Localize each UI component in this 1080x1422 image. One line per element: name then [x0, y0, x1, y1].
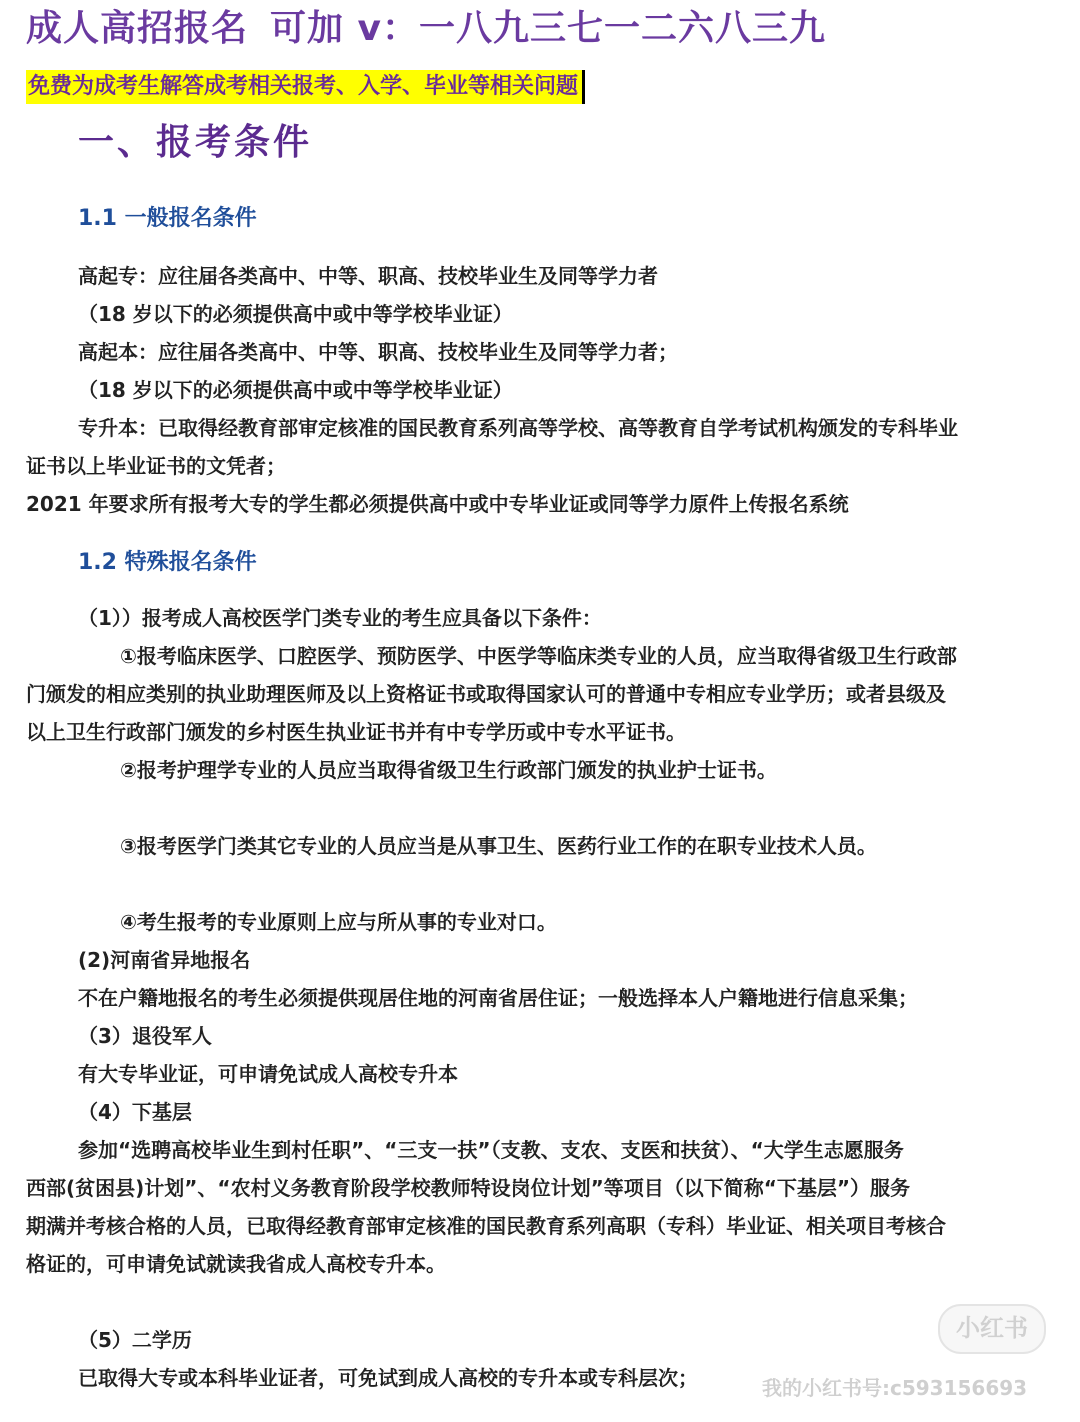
paragraph-line: 期满并考核合格的人员，已取得经教育部审定核准的国民教育系列高职（专科）毕业证、相关项目考核合	[26, 1214, 946, 1238]
paragraph-line: 证书以上毕业证书的文凭者；	[26, 454, 286, 478]
paragraph-line: （3）退役军人	[78, 1024, 212, 1048]
paragraph-line: （1））报考成人高校医学门类专业的考生应具备以下条件：	[78, 606, 602, 630]
paragraph-line: ③报考医学门类其它专业的人员应当是从事卫生、医药行业工作的在职专业技术人员。	[120, 834, 877, 858]
paragraph-line: （5）二学历	[78, 1328, 192, 1352]
subsection-heading-special: 1.2 特殊报名条件	[78, 550, 257, 575]
paragraph-line: 2021 年要求所有报考大专的学生都必须提供高中或中专毕业证或同等学力原件上传报名系统	[26, 492, 849, 516]
paragraph-line: 西部(贫困县)计划”、“农村义务教育阶段学校教师特设岗位计划”等项目（以下简称“下基层”）服务	[26, 1176, 911, 1200]
watermark-logo: 小红书	[938, 1304, 1046, 1354]
paragraph-line: 以上卫生行政部门颁发的乡村医生执业证书并有中专学历或中专水平证书。	[26, 720, 686, 744]
paragraph-line: 已取得大专或本科毕业证者，可免试到成人高校的专升本或专科层次；	[78, 1366, 698, 1390]
paragraph-line: （18 岁以下的必须提供高中或中等学校毕业证）	[78, 302, 513, 326]
paragraph-line: 不在户籍地报名的考生必须提供现居住地的河南省居住证；一般选择本人户籍地进行信息采集；	[78, 986, 918, 1010]
paragraph-line: ②报考护理学专业的人员应当取得省级卫生行政部门颁发的执业护士证书。	[120, 758, 777, 782]
subsection-heading-general: 1.1 一般报名条件	[78, 206, 257, 231]
paragraph-line: 门颁发的相应类别的执业助理医师及以上资格证书或取得国家认可的普通中专相应专业学历；或者县级及	[26, 682, 946, 706]
paragraph-line: (2)河南省异地报名	[78, 948, 251, 972]
paragraph-line: 格证的，可申请免试就读我省成人高校专升本。	[26, 1252, 446, 1276]
section-heading: 一、报考条件	[78, 122, 313, 163]
paragraph-line: 高起本：应往届各类高中、中等、职高、技校毕业生及同等学力者；	[78, 340, 678, 364]
paragraph-line: ④考生报考的专业原则上应与所从事的专业对口。	[120, 910, 557, 934]
title-text: 成人高招报名	[26, 8, 249, 49]
paragraph-line: 专升本：已取得经教育部审定核准的国民教育系列高等学校、高等教育自学考试机构颁发的专科毕业	[78, 416, 958, 440]
watermark-account-id: 我的小红书号:c593156693	[762, 1376, 1028, 1400]
highlighted-subtitle: 免费为成考生解答成考相关报考、入学、毕业等相关问题	[26, 70, 585, 104]
paragraph-line: 有大专毕业证，可申请免试成人高校专升本	[78, 1062, 458, 1086]
paragraph-line: 高起专：应往届各类高中、中等、职高、技校毕业生及同等学力者	[78, 264, 658, 288]
paragraph-line: 参加“选聘高校毕业生到村任职”、“三支一扶”（支教、支农、支医和扶贫）、“大学生志愿服务	[78, 1138, 904, 1162]
paragraph-line: （18 岁以下的必须提供高中或中等学校毕业证）	[78, 378, 513, 402]
paragraph-line: （4）下基层	[78, 1100, 192, 1124]
page-title	[26, 6, 826, 52]
contact-text: 可加 v：一八九三七一二六八三九	[270, 8, 827, 49]
paragraph-line: ①报考临床医学、口腔医学、预防医学、中医学等临床类专业的人员，应当取得省级卫生行政部	[120, 644, 957, 668]
